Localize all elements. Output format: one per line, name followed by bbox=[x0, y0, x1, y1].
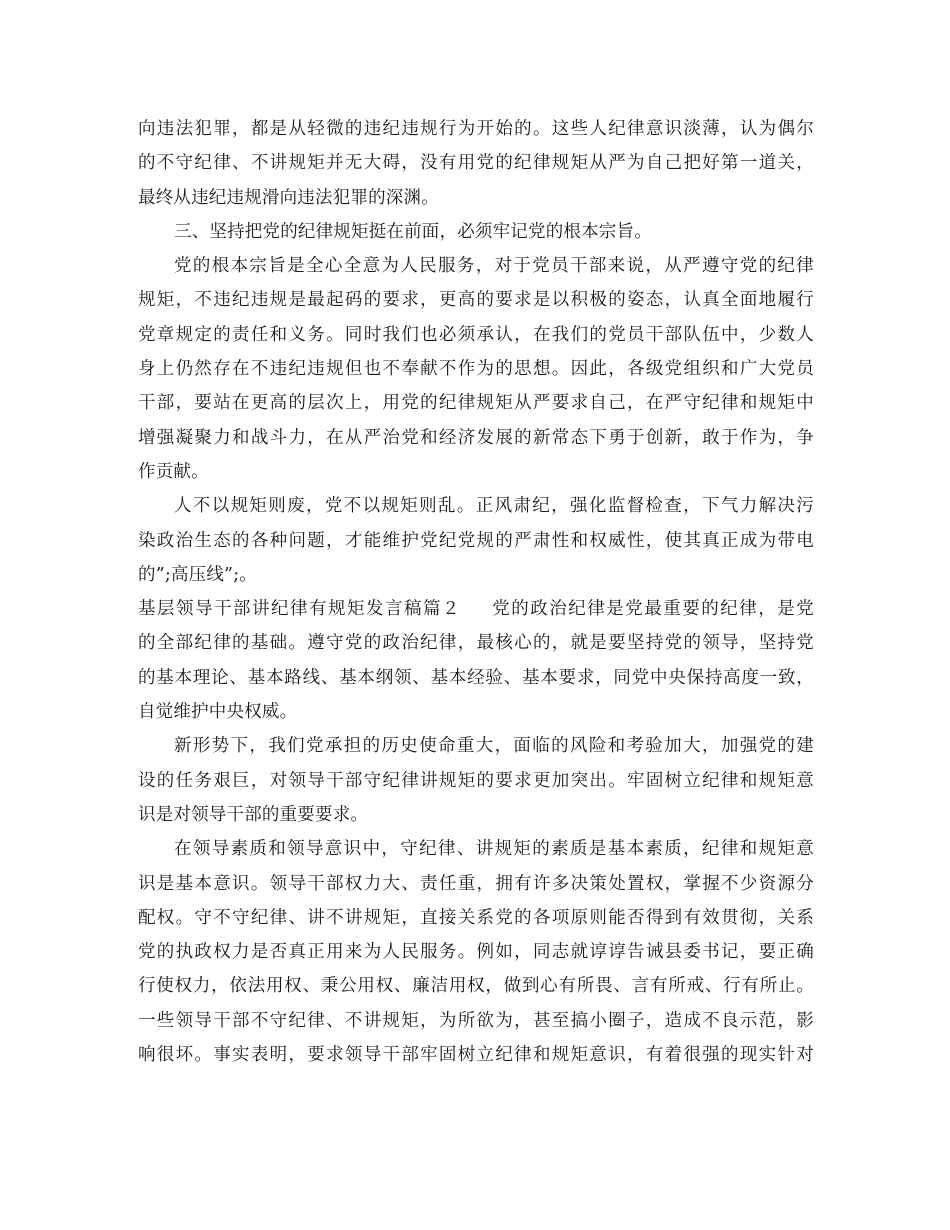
text-line: 作贡献。 bbox=[138, 461, 209, 482]
text-line: 人不以规矩则废，党不以规矩则乱。正风肃纪，强化监督检查，下气力解决污 bbox=[174, 496, 814, 517]
text-line: 自觉维护中央权威。 bbox=[138, 702, 298, 723]
text-line: 的”;高压线”;。 bbox=[138, 564, 257, 585]
text-line: 的全部纪律的基础。遵守党的政治纪律，最核心的，就是要坚持党的领导，坚持党 bbox=[138, 633, 814, 654]
text-line: 识是对领导干部的重要要求。 bbox=[138, 804, 369, 825]
text-line: 向违法犯罪，都是从轻微的违纪违规行为开始的。这些人纪律意识淡薄，认为偶尔 bbox=[138, 119, 814, 139]
text-line: 增强凝聚力和战斗力，在从严治党和经济发展的新常态下勇于创新，敢于作为，争 bbox=[138, 427, 814, 448]
text-line: 干部，要站在更高的层次上，用党的纪律规矩从严要求自己，在严守纪律和规矩中 bbox=[138, 393, 814, 414]
text-line: 的基本理论、基本路线、基本纲领、基本经验、基本要求，同党中央保持高度一致， bbox=[138, 667, 814, 688]
text-line: 的不守纪律、不讲规矩并无大碍，没有用党的纪律规矩从严为自己把好第一道关， bbox=[138, 153, 814, 174]
text-line: 行使权力，依法用权、秉公用权、廉洁用权，做到心有所畏、言有所戒、行有所止。 bbox=[138, 976, 814, 997]
text-line: 规矩，不违纪违规是最起码的要求，更高的要求是以积极的姿态，认真全面地履行 bbox=[138, 290, 814, 311]
text-line: 党的政治纪律是党最重要的纪律，是党 bbox=[491, 599, 814, 620]
text-line: 身上仍然存在不违纪违规但也不奉献不作为的思想。因此，各级党组织和广大党员 bbox=[138, 359, 814, 380]
text-line: 新形势下，我们党承担的历史使命重大，面临的风险和考验加大，加强党的建 bbox=[174, 736, 814, 757]
text-line: 设的任务艰巨，对领导干部守纪律讲规矩的要求更加突出。牢固树立纪律和规矩意 bbox=[138, 770, 814, 791]
text-line: 响很坏。事实表明，要求领导干部牢固树立纪律和规矩意识，有着很强的现实针对 bbox=[138, 1045, 814, 1066]
text-line: 党章规定的责任和义务。同时我们也必须承认，在我们的党员干部队伍中，少数人 bbox=[138, 324, 814, 345]
text-line: 最终从违纪违规滑向违法犯罪的深渊。 bbox=[138, 187, 439, 208]
section-heading: 三、坚持把党的纪律规矩挺在前面，必须牢记党的根本宗旨。 bbox=[174, 221, 652, 242]
text-line: 党的根本宗旨是全心全意为人民服务，对于党员干部来说，从严遵守党的纪律 bbox=[174, 256, 814, 277]
section-title-line bbox=[138, 592, 814, 626]
text-line: 配权。守不守纪律、讲不讲规矩，直接关系党的各项原则能否得到有效贯彻，关系 bbox=[138, 907, 814, 928]
text-line: 党的执政权力是否真正用来为人民服务。例如，同志就谆谆告诫县委书记，要正确 bbox=[138, 942, 814, 963]
section-title: 基层领导干部讲纪律有规矩发言稿篇２ bbox=[138, 599, 461, 620]
text-line: 识是基本意识。领导干部权力大、责任重，拥有许多决策处置权，掌握不少资源分 bbox=[138, 873, 814, 894]
text-line: 染政治生态的各种问题，才能维护党纪党规的严肃性和权威性，使其真正成为带电 bbox=[138, 530, 814, 551]
text-line: 在领导素质和领导意识中，守纪律、讲规矩的素质是基本素质，纪律和规矩意 bbox=[174, 839, 814, 860]
text-line: 一些领导干部不守纪律、不讲规矩，为所欲为，甚至搞小圈子，造成不良示范，影 bbox=[138, 1010, 814, 1031]
document-body bbox=[138, 112, 814, 1072]
